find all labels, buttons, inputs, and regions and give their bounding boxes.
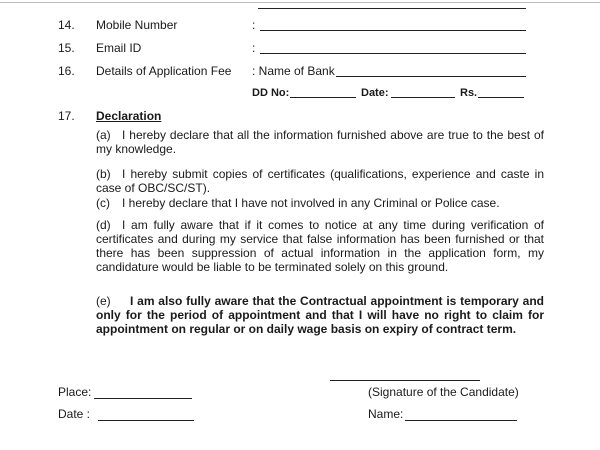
field-sep-mobile: : <box>252 18 256 32</box>
place-input-line[interactable] <box>94 398 192 399</box>
declaration-item-b <box>96 167 544 195</box>
dd-no-label: DD No: <box>252 87 290 99</box>
declaration-item-e <box>96 294 544 336</box>
item-text-d: I am fully aware that if it comes to notice at any time during verification of certificates and during my service that false information has been furnished or that there has been suppression of actual information in the application form, my candidature would be liable to be terminated solely on this ground. <box>96 218 544 274</box>
item-text-c: I hereby declare that I have not involved in any Criminal or Police case. <box>122 196 500 210</box>
top-rule <box>0 2 600 3</box>
field-label-email: Email ID <box>96 41 142 55</box>
signature-label: (Signature of the Candidate) <box>368 385 519 399</box>
field-number-15: 15. <box>58 41 75 55</box>
item-marker-e: (e) <box>96 294 111 308</box>
declaration-item-d <box>96 218 544 274</box>
dd-rs-input-line[interactable] <box>478 97 524 98</box>
item-text-a: I hereby declare that all the information furnished above are true to the best of my knowledge. <box>96 128 544 156</box>
field-number-14: 14. <box>58 18 75 32</box>
dd-no-input-line[interactable] <box>290 97 356 98</box>
item-marker-a: (a) <box>96 128 111 142</box>
name-input-line[interactable] <box>405 420 517 421</box>
date-label: Date : <box>58 407 91 421</box>
dd-rs-label: Rs. <box>460 87 478 99</box>
field-sep-email: : <box>252 41 256 55</box>
bank-input-line[interactable] <box>336 76 526 77</box>
field-sep-bank: : Name of Bank <box>252 64 335 78</box>
name-label: Name: <box>368 407 404 421</box>
field-number-16: 16. <box>58 64 75 78</box>
item-marker-b: (b) <box>96 167 111 181</box>
declaration-number: 17. <box>58 109 75 123</box>
declaration-item-a <box>96 128 544 156</box>
declaration-heading: Declaration <box>96 109 162 123</box>
item-marker-c: (c) <box>96 196 110 210</box>
mobile-input-line[interactable] <box>260 30 526 31</box>
date-input-line[interactable] <box>98 420 194 421</box>
place-label: Place: <box>58 385 92 399</box>
mobile-top-line <box>258 8 526 9</box>
email-input-line[interactable] <box>260 53 526 54</box>
field-label-mobile: Mobile Number <box>96 18 178 32</box>
field-label-fee: Details of Application Fee <box>96 64 232 78</box>
item-text-b: I hereby submit copies of certificates (qualifications, experience and caste in case of OBC/SC/ST). <box>96 167 544 195</box>
item-marker-d: (d) <box>96 218 111 232</box>
signature-line[interactable] <box>330 380 480 381</box>
item-text-e: I am also fully aware that the Contractual appointment is temporary and only for the period of appointment and that I will have no right to claim for appointment on regular or on daily wage basis on expiry of contract term. <box>96 294 544 336</box>
declaration-item-c <box>96 196 544 210</box>
dd-date-label: Date: <box>361 87 389 99</box>
dd-date-input-line[interactable] <box>391 97 455 98</box>
